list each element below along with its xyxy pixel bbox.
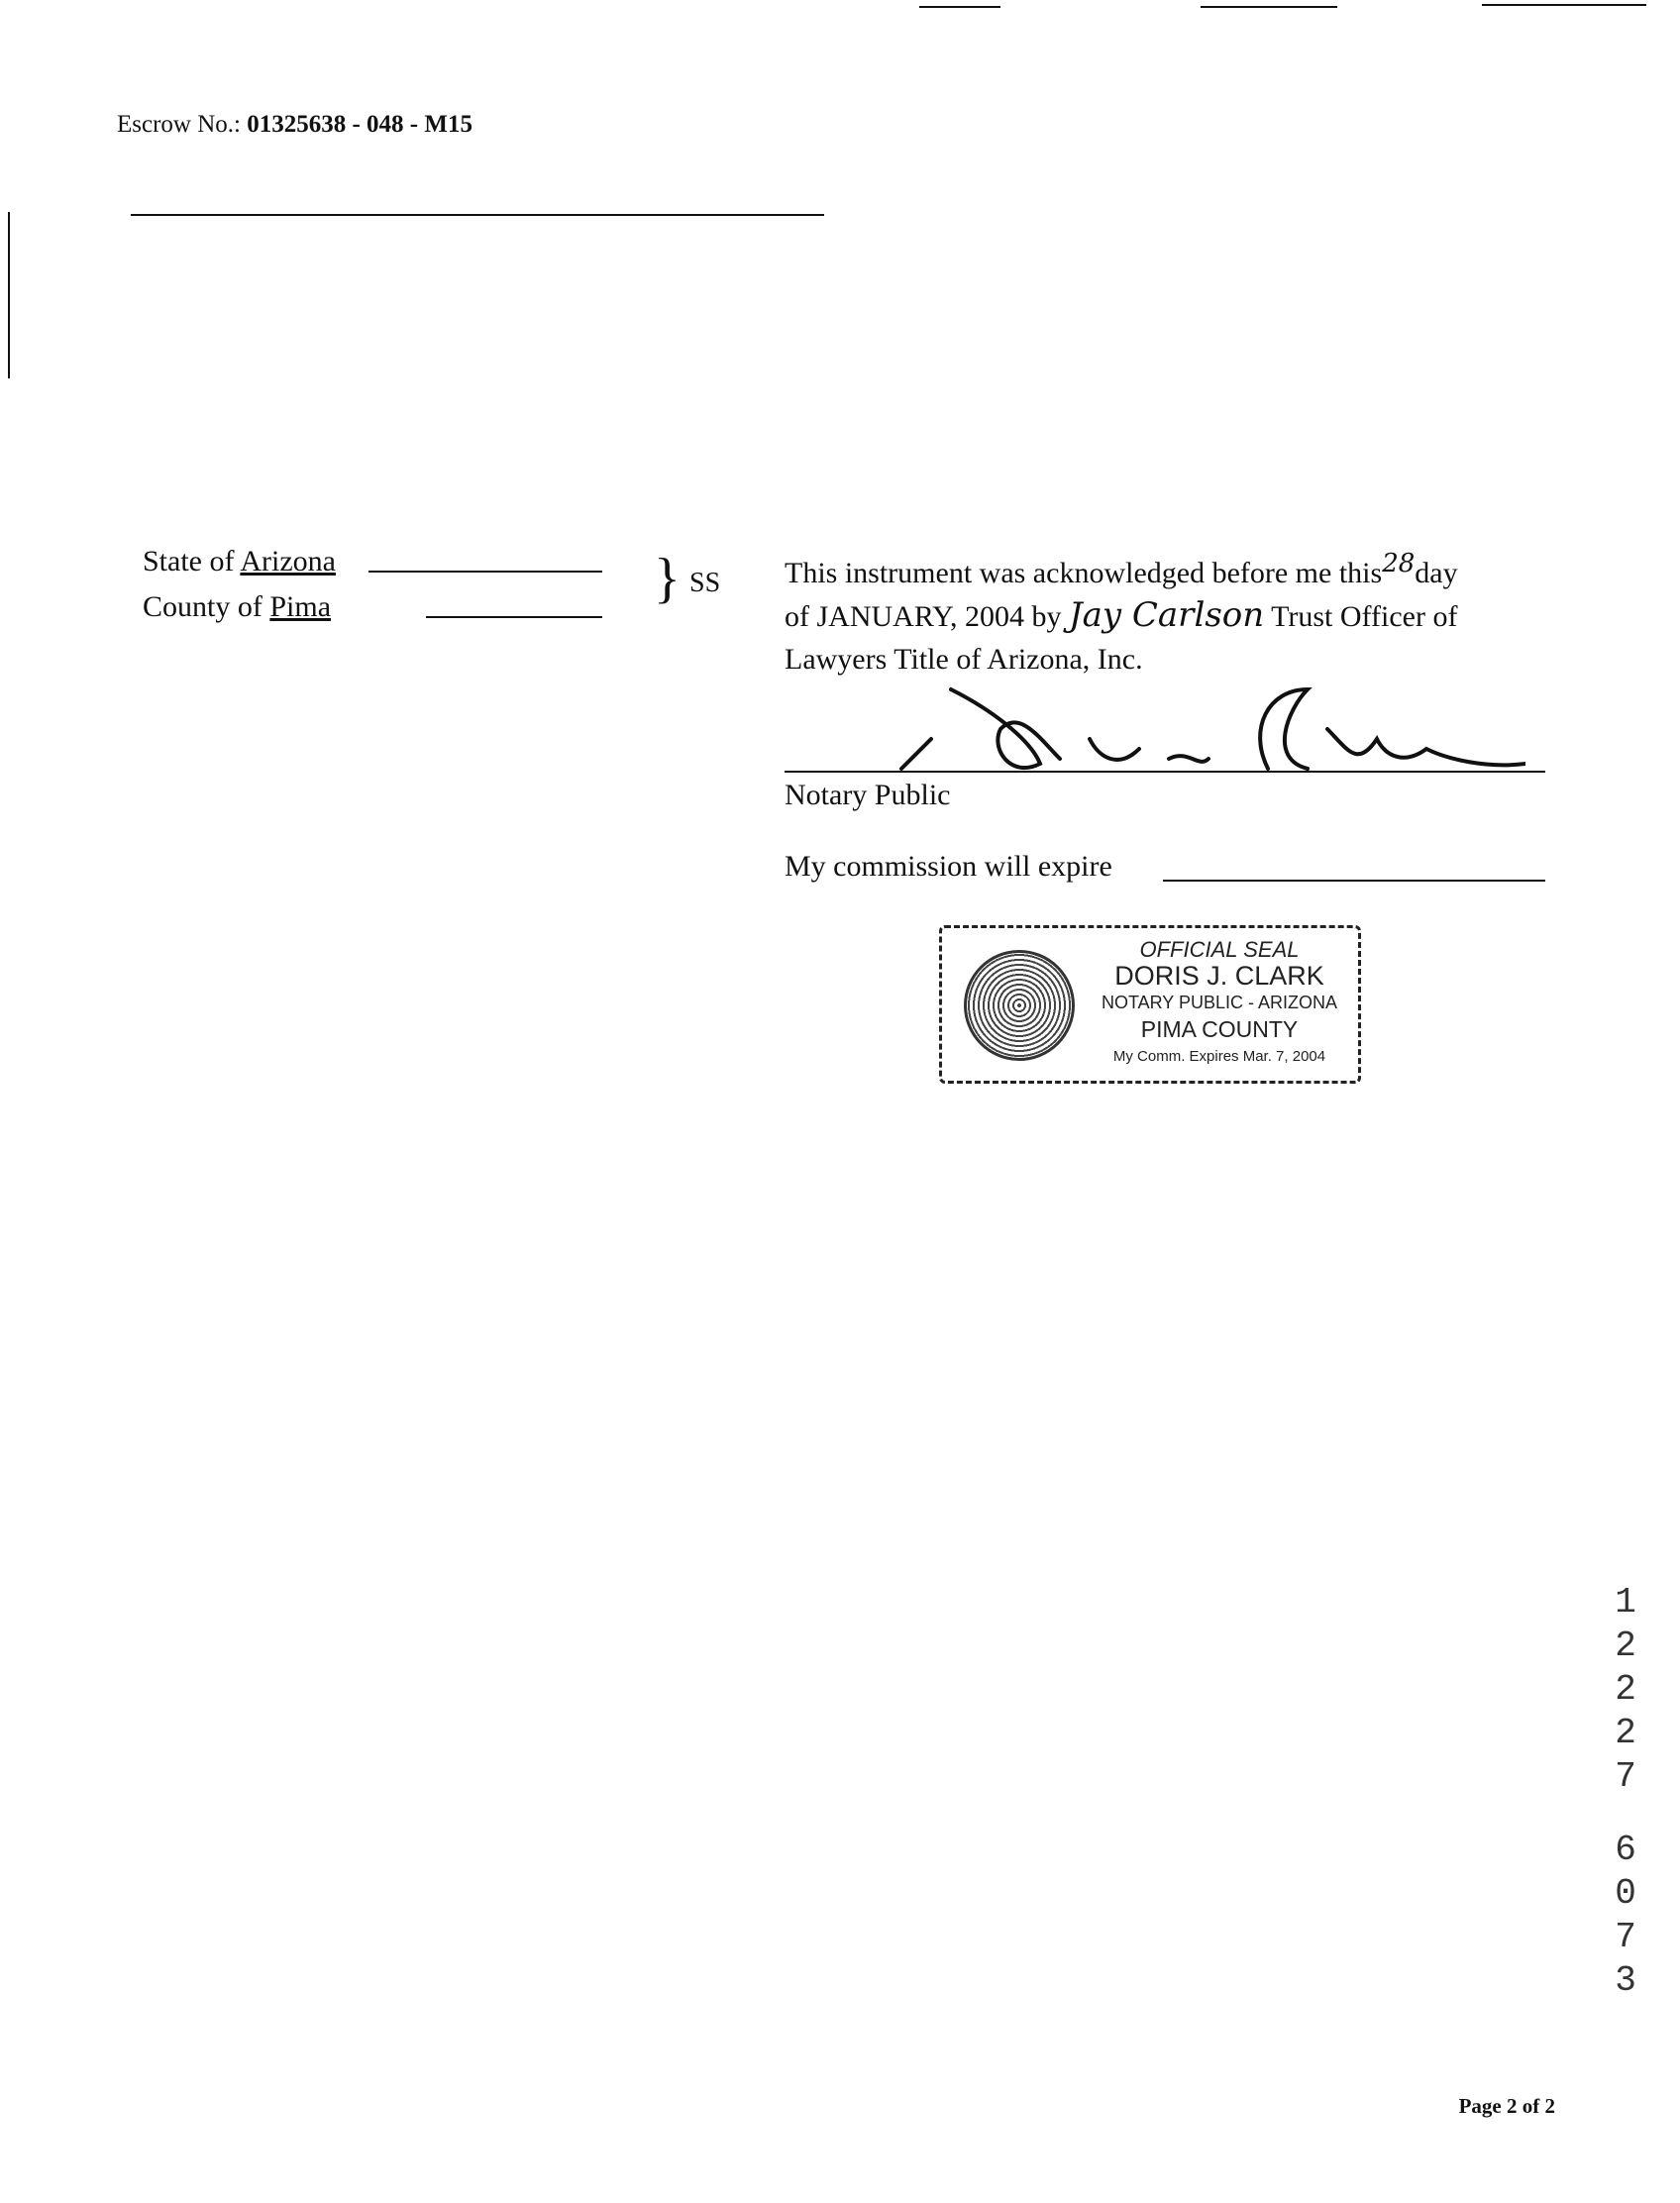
seal-line-5: My Comm. Expires Mar. 7, 2004 <box>1112 1048 1326 1065</box>
state-label: State of <box>143 545 235 577</box>
county-blank-line <box>426 616 602 618</box>
state-seal-icon <box>964 950 1075 1061</box>
seal-line-2: DORIS J. CLARK <box>1114 961 1324 991</box>
side-digit: 2 <box>1615 1626 1636 1666</box>
ack-line-2 <box>785 594 1549 638</box>
ack-text-2: of JANUARY, 2004 by <box>785 600 1062 633</box>
side-digit: 3 <box>1615 1960 1636 2001</box>
acknowledgment-text <box>785 543 1549 681</box>
handwritten-day: 28 <box>1382 549 1416 578</box>
page-number: Page 2 of 2 <box>1458 2094 1555 2118</box>
county-value: Pima <box>269 590 332 623</box>
ss-mark: SS <box>689 568 721 598</box>
side-digit: 0 <box>1615 1873 1636 1914</box>
scan-artifact-line <box>919 6 1000 8</box>
ack-line-3: Lawyers Title of Arizona, Inc. <box>785 643 1143 676</box>
signature-scribble <box>892 670 1525 779</box>
seal-line-4: PIMA COUNTY <box>1140 1016 1299 1042</box>
ack-text-2-end: Trust Officer of <box>1271 600 1458 633</box>
commission-expire-label: My commission will expire <box>785 850 1112 883</box>
side-digit: 6 <box>1615 1830 1636 1870</box>
state-value: Arizona <box>240 545 336 577</box>
state-blank-line <box>368 571 602 573</box>
escrow-number-line <box>117 111 472 139</box>
side-digit: 2 <box>1615 1713 1636 1753</box>
commission-blank-line <box>1163 880 1545 882</box>
side-digit: 7 <box>1615 1756 1636 1797</box>
escrow-number: 01325638 - 048 - M15 <box>247 111 472 138</box>
ack-text-1: This instrument was acknowledged before me this <box>785 557 1383 589</box>
escrow-label: Escrow No.: <box>117 111 241 138</box>
redacted-line <box>131 214 824 216</box>
side-digit: 1 <box>1615 1582 1636 1623</box>
seal-line-3: NOTARY PUBLIC - ARIZONA <box>1101 993 1338 1012</box>
scan-artifact-line <box>1201 6 1337 8</box>
state-line <box>143 539 608 584</box>
side-document-number <box>1609 1581 1642 2003</box>
scan-artifact-line <box>1482 4 1646 6</box>
notary-signature <box>892 670 1525 779</box>
notary-public-label: Notary Public <box>785 779 951 811</box>
handwritten-signer: Jay Carlson <box>1068 595 1265 635</box>
margin-mark <box>8 212 10 378</box>
ack-text-1-end: day <box>1415 557 1458 589</box>
side-gap <box>1609 1799 1642 1829</box>
official-seal <box>939 925 1361 1084</box>
side-digit: 7 <box>1615 1917 1636 1957</box>
venue-brace: } <box>654 548 681 609</box>
county-line <box>143 584 608 630</box>
ack-line-1 <box>785 543 1549 594</box>
seal-line-1: OFFICIAL SEAL <box>1139 937 1300 962</box>
county-label: County of <box>143 590 262 623</box>
seal-text <box>1081 936 1358 1070</box>
side-digit: 2 <box>1615 1669 1636 1710</box>
